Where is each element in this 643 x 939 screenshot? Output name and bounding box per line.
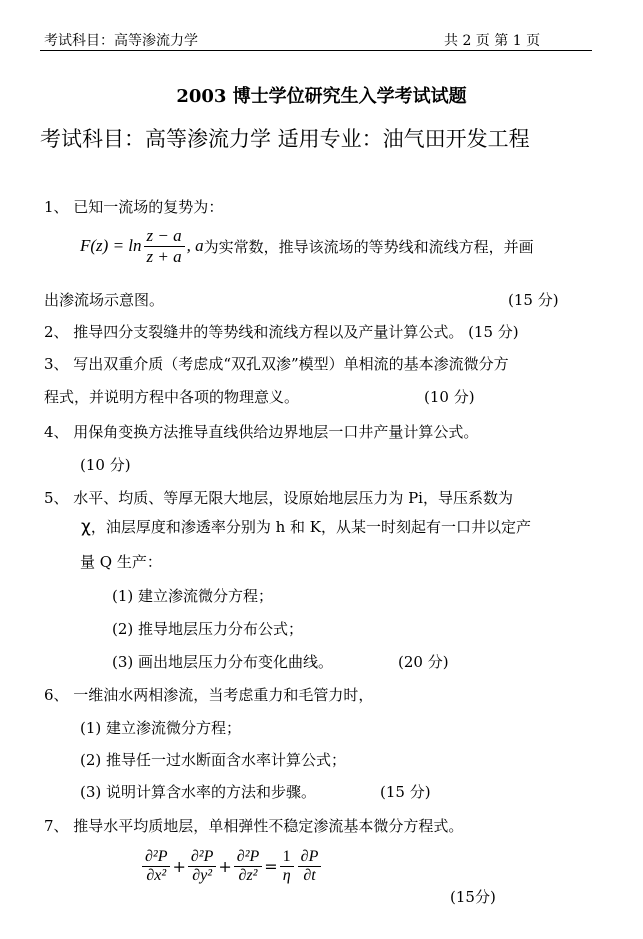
question-6-score: (15 分) (380, 783, 431, 801)
formula-prefix: F(z) = ln (80, 236, 142, 256)
question-5-sub1: (1) 建立渗流微分方程； (112, 587, 274, 605)
eq-plus-1: + (172, 857, 186, 877)
header-page-info: 共 2 页 第 1 页 (444, 33, 541, 49)
eq-term-zz-den: ∂z² (238, 867, 258, 885)
question-7-line1: 7、 推导水平均质地层，单相弹性不稳定渗流基本微分方程式。 (44, 817, 464, 835)
eq-term-yy (188, 848, 216, 886)
question-1-formula-text: 为实常数，推导该流场的等势线和流线方程，并画 (203, 237, 534, 256)
question-5-line2-row (81, 516, 531, 537)
question-2: 2、 推导四分支裂缝井的等势线和流线方程以及产量计算公式。 (15 分) (44, 323, 519, 341)
eq-term-yy-num: ∂²P (188, 848, 216, 867)
question-3-line1: 3、 写出双重介质（考虑成“双孔双渗”模型）单相流的基本渗流微分方 (44, 355, 509, 373)
eq-term-zz-num: ∂²P (234, 848, 262, 867)
question-1-intro: 1、 已知一流场的复势为： (44, 198, 224, 216)
question-6-sub3: (3) 说明计算含水率的方法和步骤。 (80, 783, 317, 801)
eq-coefficient-den: η (282, 867, 291, 885)
eq-term-yy-den: ∂y² (192, 867, 213, 885)
eq-term-t (298, 848, 322, 886)
page-title: 2003 博士学位研究生入学考试试题 (176, 86, 467, 107)
question-1-score: (15 分) (508, 291, 559, 309)
eq-term-t-den: ∂t (303, 867, 316, 885)
eq-term-xx (142, 848, 170, 886)
header-subject: 考试科目：高等渗流力学 (44, 33, 198, 49)
question-1-line3: 出渗流场示意图。 (44, 291, 165, 309)
formula-fraction (144, 226, 185, 266)
eq-coefficient-num: 1 (280, 848, 294, 867)
question-7-equation (140, 848, 323, 886)
question-5-line3: 量 Q 生产： (80, 553, 162, 571)
formula-denominator: z + a (146, 246, 182, 266)
eq-term-xx-den: ∂x² (146, 867, 167, 885)
question-4-line1: 4、 用保角变换方法推导直线供给边界地层一口井产量计算公式。 (44, 423, 479, 441)
question-3-score: (10 分) (424, 388, 475, 406)
eq-term-zz (234, 848, 262, 886)
question-5-sub3: (3) 画出地层压力分布变化曲线。 (112, 653, 334, 671)
eq-term-t-num: ∂P (298, 848, 322, 867)
formula-suffix: , a (186, 236, 204, 256)
question-3-line2: 程式，并说明方程中各项的物理意义。 (44, 388, 300, 406)
chi-symbol: χ (81, 516, 91, 537)
question-5-line1: 5、 水平、均质、等厚无限大地层，设原始地层压力为 Pi，导压系数为 (44, 489, 513, 507)
eq-equals: = (264, 857, 278, 877)
eq-plus-2: + (218, 857, 232, 877)
question-6-sub1: (1) 建立渗流微分方程； (80, 719, 242, 737)
question-1-formula (80, 226, 534, 266)
eq-term-xx-num: ∂²P (142, 848, 170, 867)
page-subtitle: 考试科目：高等渗流力学 适用专业：油气田开发工程 (40, 127, 530, 151)
question-4-score: (10 分) (80, 456, 131, 474)
header-divider (40, 50, 592, 51)
question-6-sub2: (2) 推导任一过水断面含水率计算公式； (80, 751, 347, 769)
formula-numerator: z − a (144, 226, 185, 247)
question-5-score: (20 分) (398, 653, 449, 671)
question-5-sub2: (2) 推导地层压力分布公式； (112, 620, 304, 638)
question-5-line2: ，油层厚度和渗透率分别为 h 和 K，从某一时刻起有一口井以定产 (90, 518, 532, 536)
eq-coefficient (280, 848, 294, 886)
question-7-score: (15分) (450, 888, 496, 906)
question-6-line1: 6、 一维油水两相渗流，当考虑重力和毛管力时， (44, 686, 374, 704)
